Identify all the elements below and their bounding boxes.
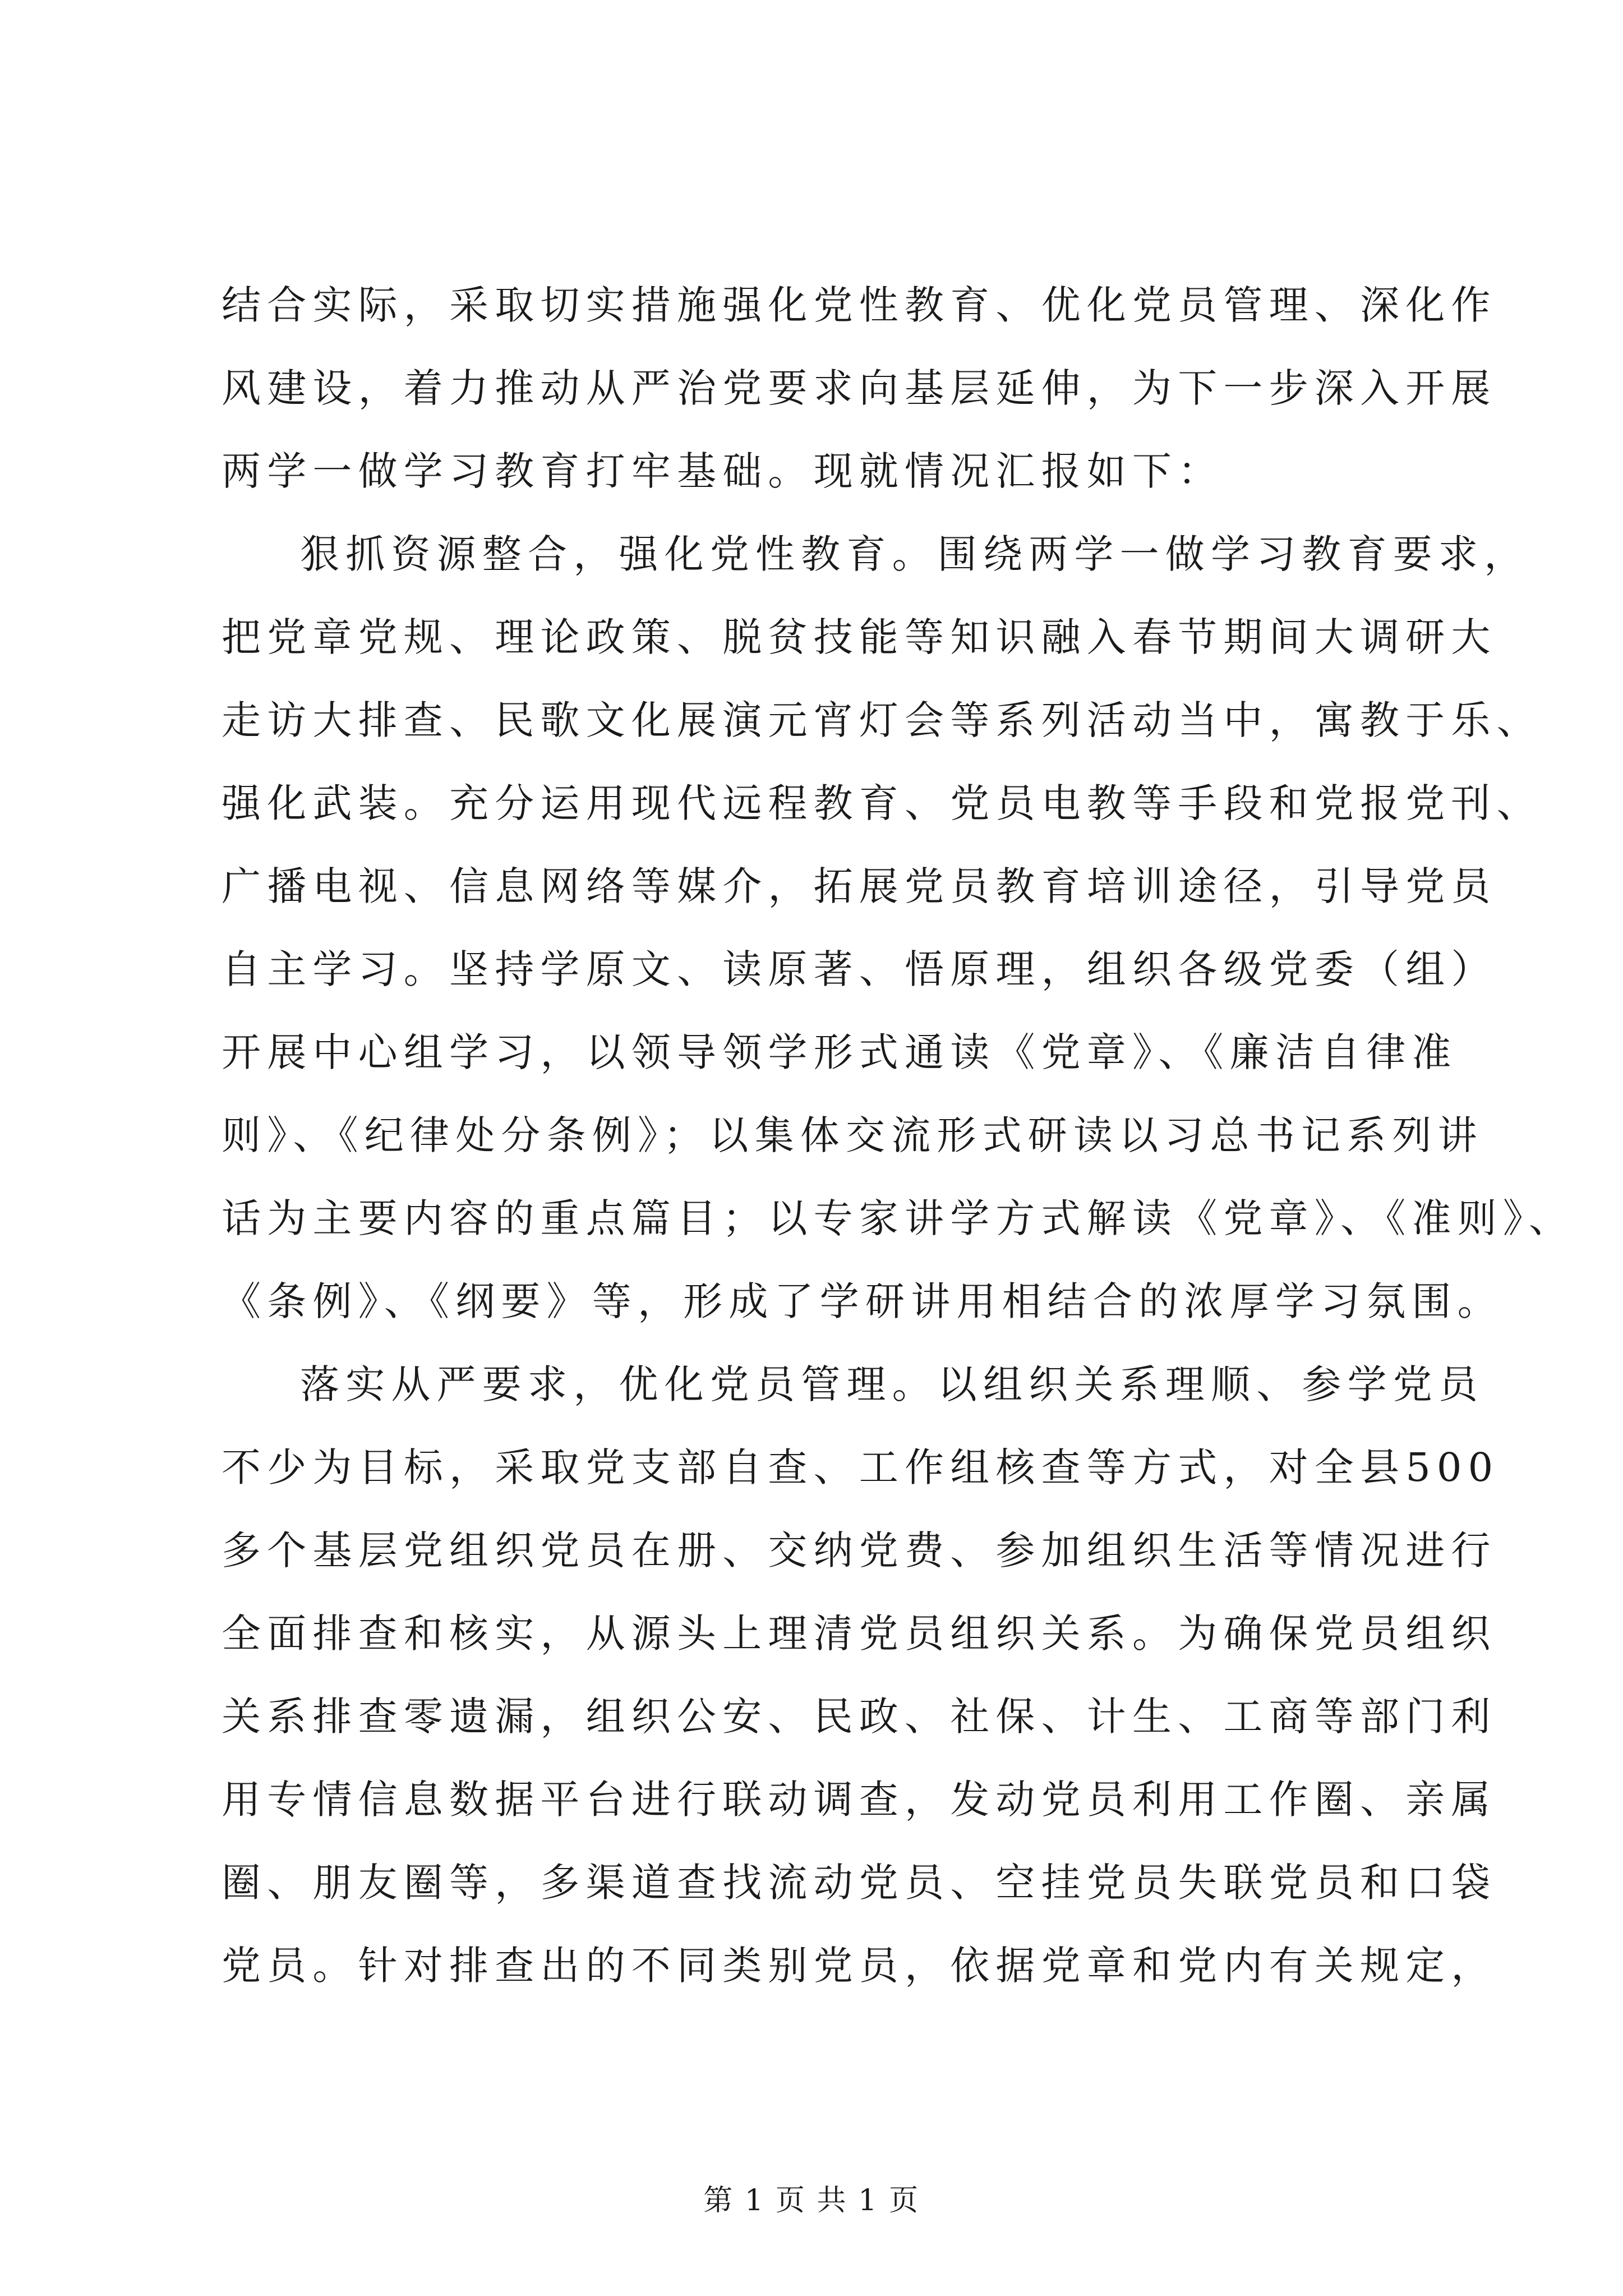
text-line: 狠抓资源整合，强化党性教育。围绕两学一做学习教育要求， <box>300 531 1530 577</box>
document-body <box>222 264 1575 2007</box>
text-line: 两学一做学习教育打牢基础。现就情况汇报如下： <box>222 448 1224 494</box>
text-line: 圈、朋友圈等，多渠道查找流动党员、空挂党员失联党员和口袋 <box>222 1860 1497 1906</box>
text-line: 广播电视、信息网络等媒介，拓展党员教育培训途径，引导党员 <box>222 863 1497 909</box>
text-line: 开展中心组学习，以领导领学形式通读《党章》、《廉洁自律准 <box>222 1029 1458 1075</box>
text-line: 自主学习。坚持学原文、读原著、悟原理，组织各级党委（组） <box>222 946 1497 992</box>
text-line: 党员。针对排查出的不同类别党员，依据党章和党内有关规定， <box>222 1943 1497 1989</box>
text-line: 全面排查和核实，从源头上理清党员组织关系。为确保党员组织 <box>222 1611 1497 1657</box>
text-line: 用专情信息数据平台进行联动调查，发动党员利用工作圈、亲属 <box>222 1777 1497 1823</box>
paragraph-intro <box>222 264 1497 513</box>
text-line: 不少为目标，采取党支部自查、工作组核查等方式，对全县500 <box>222 1444 1500 1490</box>
text-line: 关系排查零遗漏，组织公安、民政、社保、计生、工商等部门利 <box>222 1694 1497 1740</box>
page-number-label: 第 1 页 共 1 页 <box>703 2184 920 2217</box>
text-line: 话为主要内容的重点篇目；以专家讲学方式解读《党章》、《准则》、 <box>222 1195 1575 1241</box>
text-line: 《条例》、《纲要》等，形成了学研讲用相结合的浓厚学习氛围。 <box>222 1278 1503 1324</box>
text-line: 强化武装。充分运用现代远程教育、党员电教等手段和党报党刊、 <box>222 780 1542 826</box>
paragraph-party-education <box>222 513 1575 1343</box>
text-line: 结合实际，采取切实措施强化党性教育、优化党员管理、深化作 <box>222 282 1497 328</box>
text-line: 把党章党规、理论政策、脱贫技能等知识融入春节期间大调研大 <box>222 614 1497 660</box>
page-footer <box>0 2177 1623 2219</box>
text-line: 走访大排查、民歌文化展演元宵灯会等系列活动当中，寓教于乐、 <box>222 697 1542 743</box>
paragraph-member-management <box>222 1343 1500 2007</box>
text-line: 落实从严要求，优化党员管理。以组织关系理顺、参学党员 <box>300 1361 1484 1407</box>
text-line: 则》、《纪律处分条例》；以集体交流形式研读以习总书记系列讲 <box>222 1112 1483 1158</box>
text-line: 多个基层党组织党员在册、交纳党费、参加组织生活等情况进行 <box>222 1527 1497 1573</box>
text-line: 风建设，着力推动从严治党要求向基层延伸，为下一步深入开展 <box>222 365 1497 411</box>
